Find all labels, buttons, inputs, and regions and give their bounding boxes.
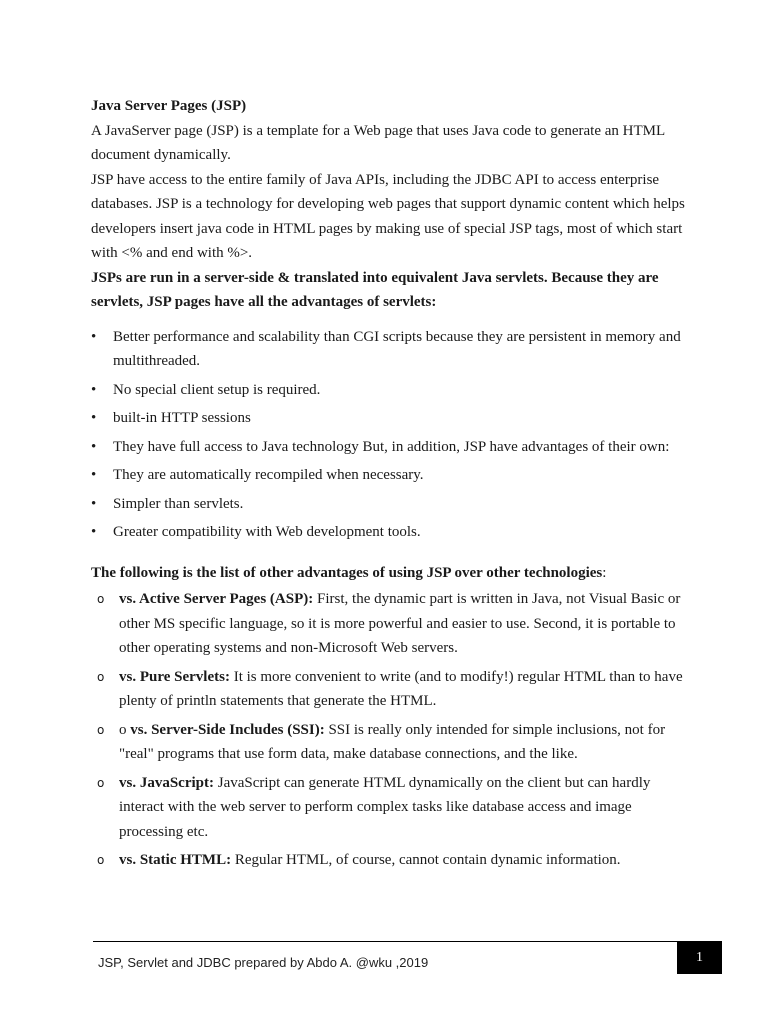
comparison-item <box>91 771 691 845</box>
api-paragraph: JSP have access to the entire family of Java APIs, including the JDBC API to access enterprise databases. JSP is a technology for developing web pages that support dynamic content which helps developers insert java code in HTML pages by making use of special JSP tags, most of which start with <% and end with %>. <box>91 171 685 261</box>
bullet-icon: • <box>91 467 97 483</box>
list-item <box>91 435 691 460</box>
list-item <box>91 463 691 488</box>
circle-bullet-icon: o <box>97 775 105 790</box>
page-title: Java Server Pages (JSP) <box>91 98 247 114</box>
list-item <box>91 492 691 517</box>
comparison-label: vs. Server-Side Includes (SSI): <box>130 721 325 738</box>
servlet-advantages-list <box>91 325 691 545</box>
list-item-text: Simpler than servlets. <box>113 495 244 512</box>
comparison-prefix: o <box>119 721 131 738</box>
circle-bullet-icon: o <box>97 722 105 737</box>
list-item-text: They are automatically recompiled when necessary. <box>113 467 424 483</box>
footer-text: JSP, Servlet and JDBC prepared by Abdo A. @wku ,2019 <box>98 955 429 970</box>
circle-bullet-icon: o <box>97 853 105 867</box>
list-item-text: They have full access to Java technology But, in addition, JSP have advantages of their own: <box>113 438 670 455</box>
comparison-text: Regular HTML, of course, cannot contain dynamic information. <box>231 852 621 868</box>
list-item <box>91 325 691 374</box>
bullet-icon: • <box>91 524 97 540</box>
comparison-label: vs. Static HTML: <box>119 852 232 868</box>
document-content <box>91 94 691 877</box>
comparison-list <box>91 587 691 873</box>
list-item <box>91 406 691 431</box>
servlets-paragraph: JSPs are run in a server-side & translated into equivalent Java servlets. Because they are servlets, JSP pages have all the advantages of servlets: <box>91 269 659 310</box>
circle-bullet-icon: o <box>97 669 105 684</box>
page-number: 1 <box>677 941 722 974</box>
comparison-label: vs. Active Server Pages (ASP): <box>119 591 314 607</box>
comparison-text: It is more convenient to write (and to modify!) regular HTML than to have plenty of println statements that generate the HTML. <box>119 668 683 709</box>
list-item-text: built-in HTTP sessions <box>113 410 251 426</box>
bullet-icon: • <box>91 381 97 398</box>
comparison-label: vs. Pure Servlets: <box>119 668 230 685</box>
bullet-icon: • <box>91 495 97 512</box>
section-heading-colon: : <box>602 564 607 581</box>
list-item <box>91 520 691 545</box>
bullet-icon: • <box>91 438 97 455</box>
comparison-text: JavaScript can generate HTML dynamically on the client but can hardly interact with the web server to perform complex tasks like database access and image processing etc. <box>119 774 651 840</box>
comparison-item <box>91 587 691 661</box>
comparison-item <box>91 665 691 714</box>
list-item <box>91 378 691 403</box>
intro-paragraph: A JavaServer page (JSP) is a template for a Web page that uses Java code to generate an HTML document dynamically. <box>91 122 665 163</box>
list-item-text: Greater compatibility with Web development tools. <box>113 524 421 540</box>
section-heading-text: The following is the list of other advantages of using JSP over other technologies <box>91 564 603 581</box>
list-item-text: Better performance and scalability than CGI scripts because they are persistent in memory and multithreaded. <box>113 328 681 369</box>
bullet-icon: • <box>91 410 97 426</box>
circle-bullet-icon: o <box>97 592 105 606</box>
list-item-text: No special client setup is required. <box>113 381 321 398</box>
comparison-text: First, the dynamic part is written in Java, not Visual Basic or other MS specific language, so it is more powerful and easier to use. Second, it is portable to other operating systems and non-Microsoft Web servers. <box>119 591 681 656</box>
comparison-label: vs. JavaScript: <box>119 774 214 791</box>
bullet-icon: • <box>91 328 97 345</box>
comparison-item <box>91 848 691 873</box>
footer-divider <box>93 941 677 942</box>
comparison-item <box>91 718 691 767</box>
section-heading <box>91 561 691 586</box>
comparison-text: SSI is really only intended for simple inclusions, not for "real" programs that use form data, make database connections, and the like. <box>119 721 666 762</box>
